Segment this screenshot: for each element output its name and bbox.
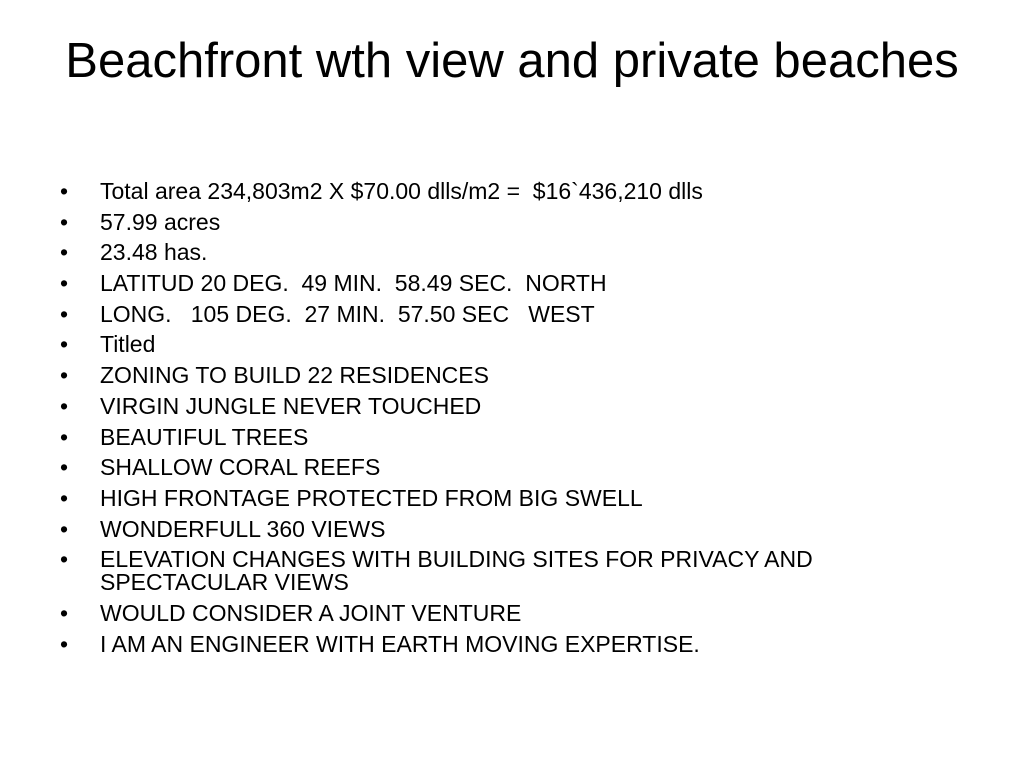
bullet-icon: • xyxy=(60,178,69,204)
list-item xyxy=(55,208,955,235)
bullet-text: LATITUD 20 DEG. 49 MIN. 58.49 SEC. NORTH xyxy=(100,270,607,297)
list-item xyxy=(55,300,955,327)
bullet-icon: • xyxy=(60,239,69,266)
bullet-text: 23.48 has. xyxy=(100,239,208,266)
bullet-text: VIRGIN JUNGLE NEVER TOUCHED xyxy=(100,392,482,419)
bullet-icon: • xyxy=(60,423,69,450)
bullet-icon: • xyxy=(60,270,69,297)
list-item xyxy=(55,423,955,450)
bullet-icon: • xyxy=(60,546,69,573)
list-item xyxy=(55,392,955,419)
bullet-text: WONDERFULL 360 VIEWS xyxy=(100,515,386,542)
bullet-text: SHALLOW CORAL REEFS xyxy=(100,454,381,481)
bullet-icon: • xyxy=(60,515,69,542)
bullet-text: I AM AN ENGINEER WITH EARTH MOVING EXPERTISE. xyxy=(100,630,700,657)
bullet-icon: • xyxy=(60,331,69,358)
list-item xyxy=(55,515,955,542)
list-item xyxy=(55,456,955,479)
bullet-text: LONG. 105 DEG. 27 MIN. 57.50 SEC WEST xyxy=(100,300,595,327)
list-item xyxy=(55,180,955,203)
list-item xyxy=(55,548,955,594)
bullet-text: Titled xyxy=(100,331,156,358)
bullet-icon: • xyxy=(60,454,69,481)
bullet-list xyxy=(55,180,955,663)
slide-title: Beachfront wth view and private beaches xyxy=(65,34,959,88)
bullet-text: ZONING TO BUILD 22 RESIDENCES xyxy=(100,362,489,389)
bullet-icon: • xyxy=(60,599,69,626)
bullet-icon: • xyxy=(60,484,69,511)
list-item xyxy=(55,364,955,387)
bullet-text: HIGH FRONTAGE PROTECTED FROM BIG SWELL xyxy=(100,484,643,511)
bullet-text: 57.99 acres xyxy=(100,208,221,235)
list-item xyxy=(55,241,955,264)
bullet-text: Total area 234,803m2 X $70.00 dlls/m2 = $16`436,210 dlls xyxy=(100,178,703,204)
bullet-text: WOULD CONSIDER A JOINT VENTURE xyxy=(100,599,522,626)
list-item xyxy=(55,599,955,626)
list-item xyxy=(55,272,955,295)
bullet-icon: • xyxy=(60,630,69,657)
list-item xyxy=(55,484,955,511)
list-item xyxy=(55,630,955,657)
list-item xyxy=(55,333,955,356)
bullet-icon: • xyxy=(60,362,69,389)
bullet-text: BEAUTIFUL TREES xyxy=(100,423,309,450)
bullet-icon: • xyxy=(60,208,69,235)
bullet-text: ELEVATION CHANGES WITH BUILDING SITES FOR PRIVACY AND SPECTACULAR VIEWS xyxy=(100,546,820,596)
bullet-icon: • xyxy=(60,300,69,327)
bullet-icon: • xyxy=(60,392,69,419)
